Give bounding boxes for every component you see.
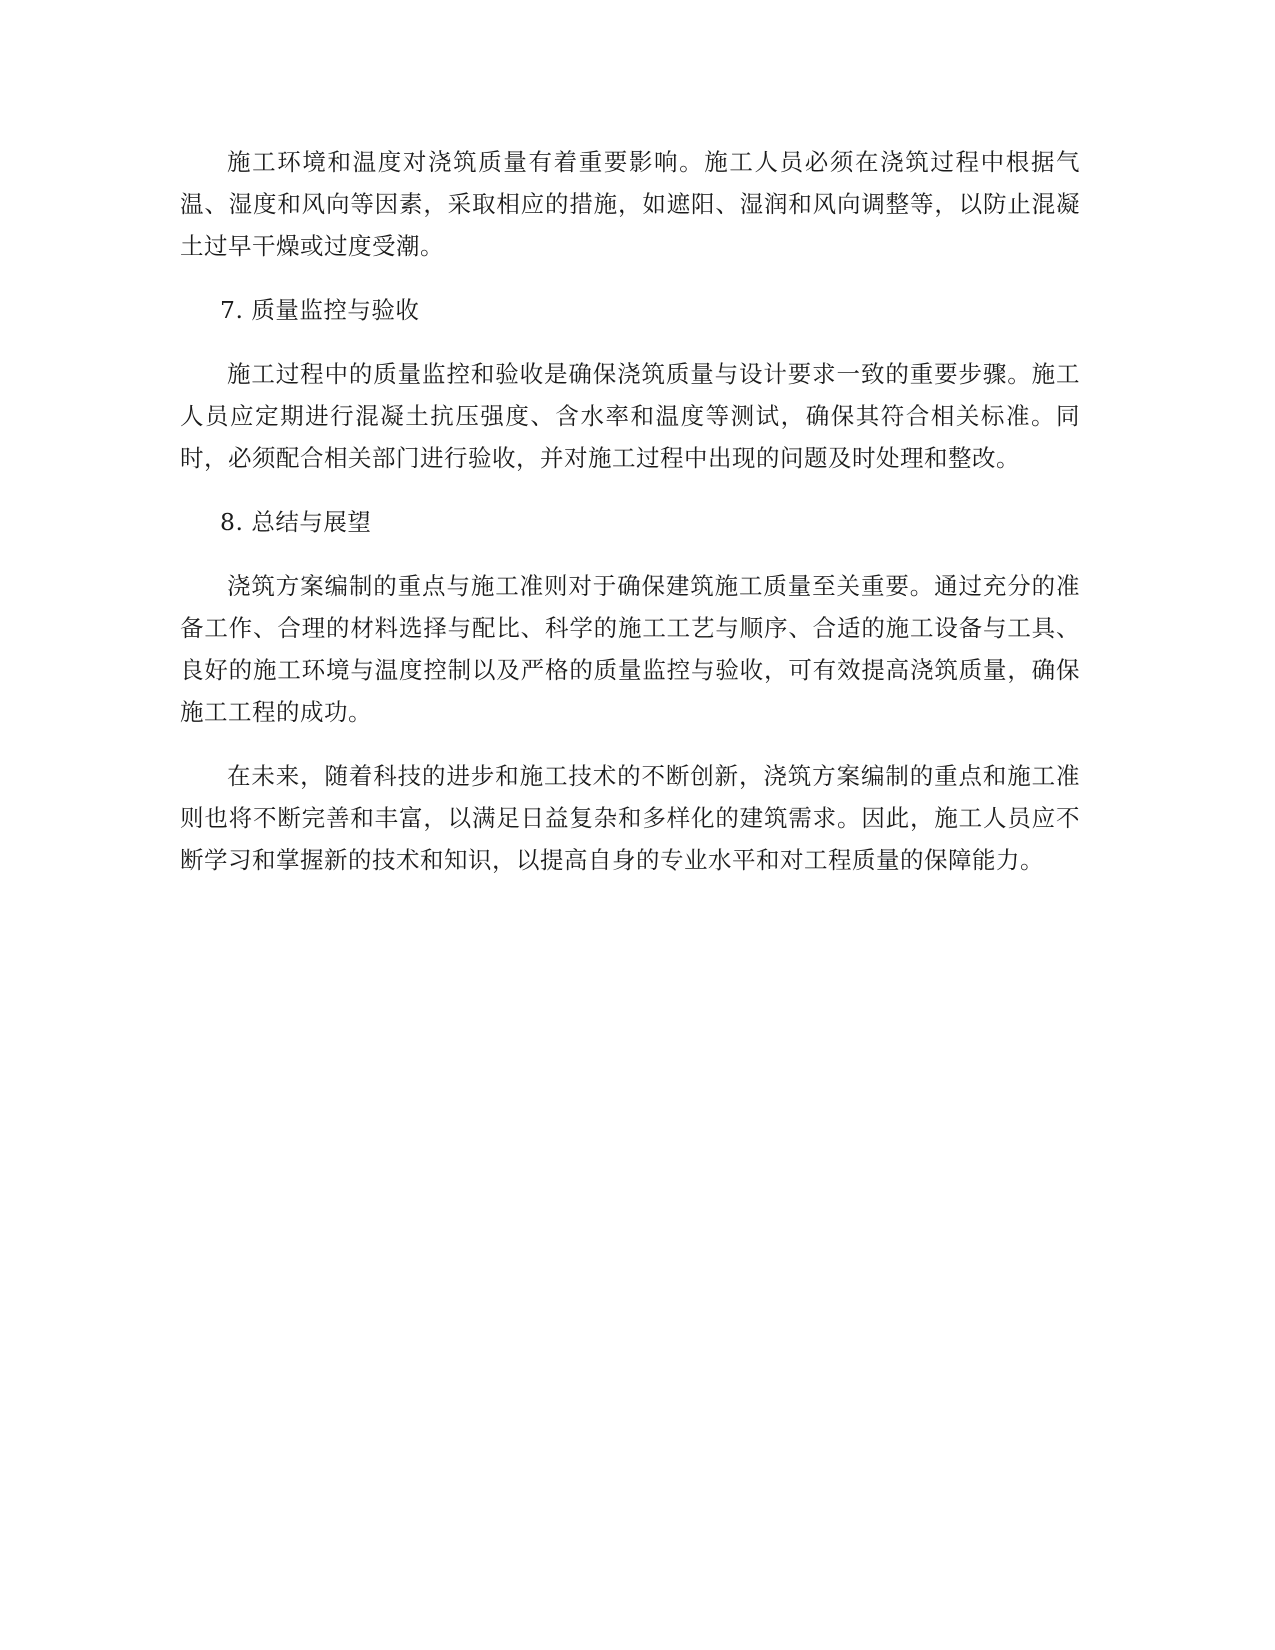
paragraph-summary: 浇筑方案编制的重点与施工准则对于确保建筑施工质量至关重要。通过充分的准备工作、合理的材料选择与配比、科学的施工工艺与顺序、合适的施工设备与工具、良好的施工环境与温度控制以及严格的质量监控与验收，可有效提高浇筑质量，确保施工工程的成功。 bbox=[180, 572, 1080, 726]
document-body bbox=[180, 141, 1080, 903]
paragraph-outlook: 在未来，随着科技的进步和施工技术的不断创新，浇筑方案编制的重点和施工准则也将不断完善和丰富，以满足日益复杂和多样化的建筑需求。因此，施工人员应不断学习和掌握新的技术和知识，以提高自身的专业水平和对工程质量的保障能力。 bbox=[180, 762, 1080, 874]
paragraph-environment-temperature: 施工环境和温度对浇筑质量有着重要影响。施工人员必须在浇筑过程中根据气温、湿度和风向等因素，采取相应的措施，如遮阳、湿润和风向调整等，以防止混凝土过早干燥或过度受潮。 bbox=[180, 148, 1080, 260]
section-heading-summary: 8. 总结与展望 bbox=[220, 508, 372, 536]
section-heading-quality-monitoring: 7. 质量监控与验收 bbox=[220, 296, 420, 324]
paragraph-quality-monitoring: 施工过程中的质量监控和验收是确保浇筑质量与设计要求一致的重要步骤。施工人员应定期进行混凝土抗压强度、含水率和温度等测试，确保其符合相关标准。同时，必须配合相关部门进行验收，并对施工过程中出现的问题及时处理和整改。 bbox=[180, 360, 1080, 472]
